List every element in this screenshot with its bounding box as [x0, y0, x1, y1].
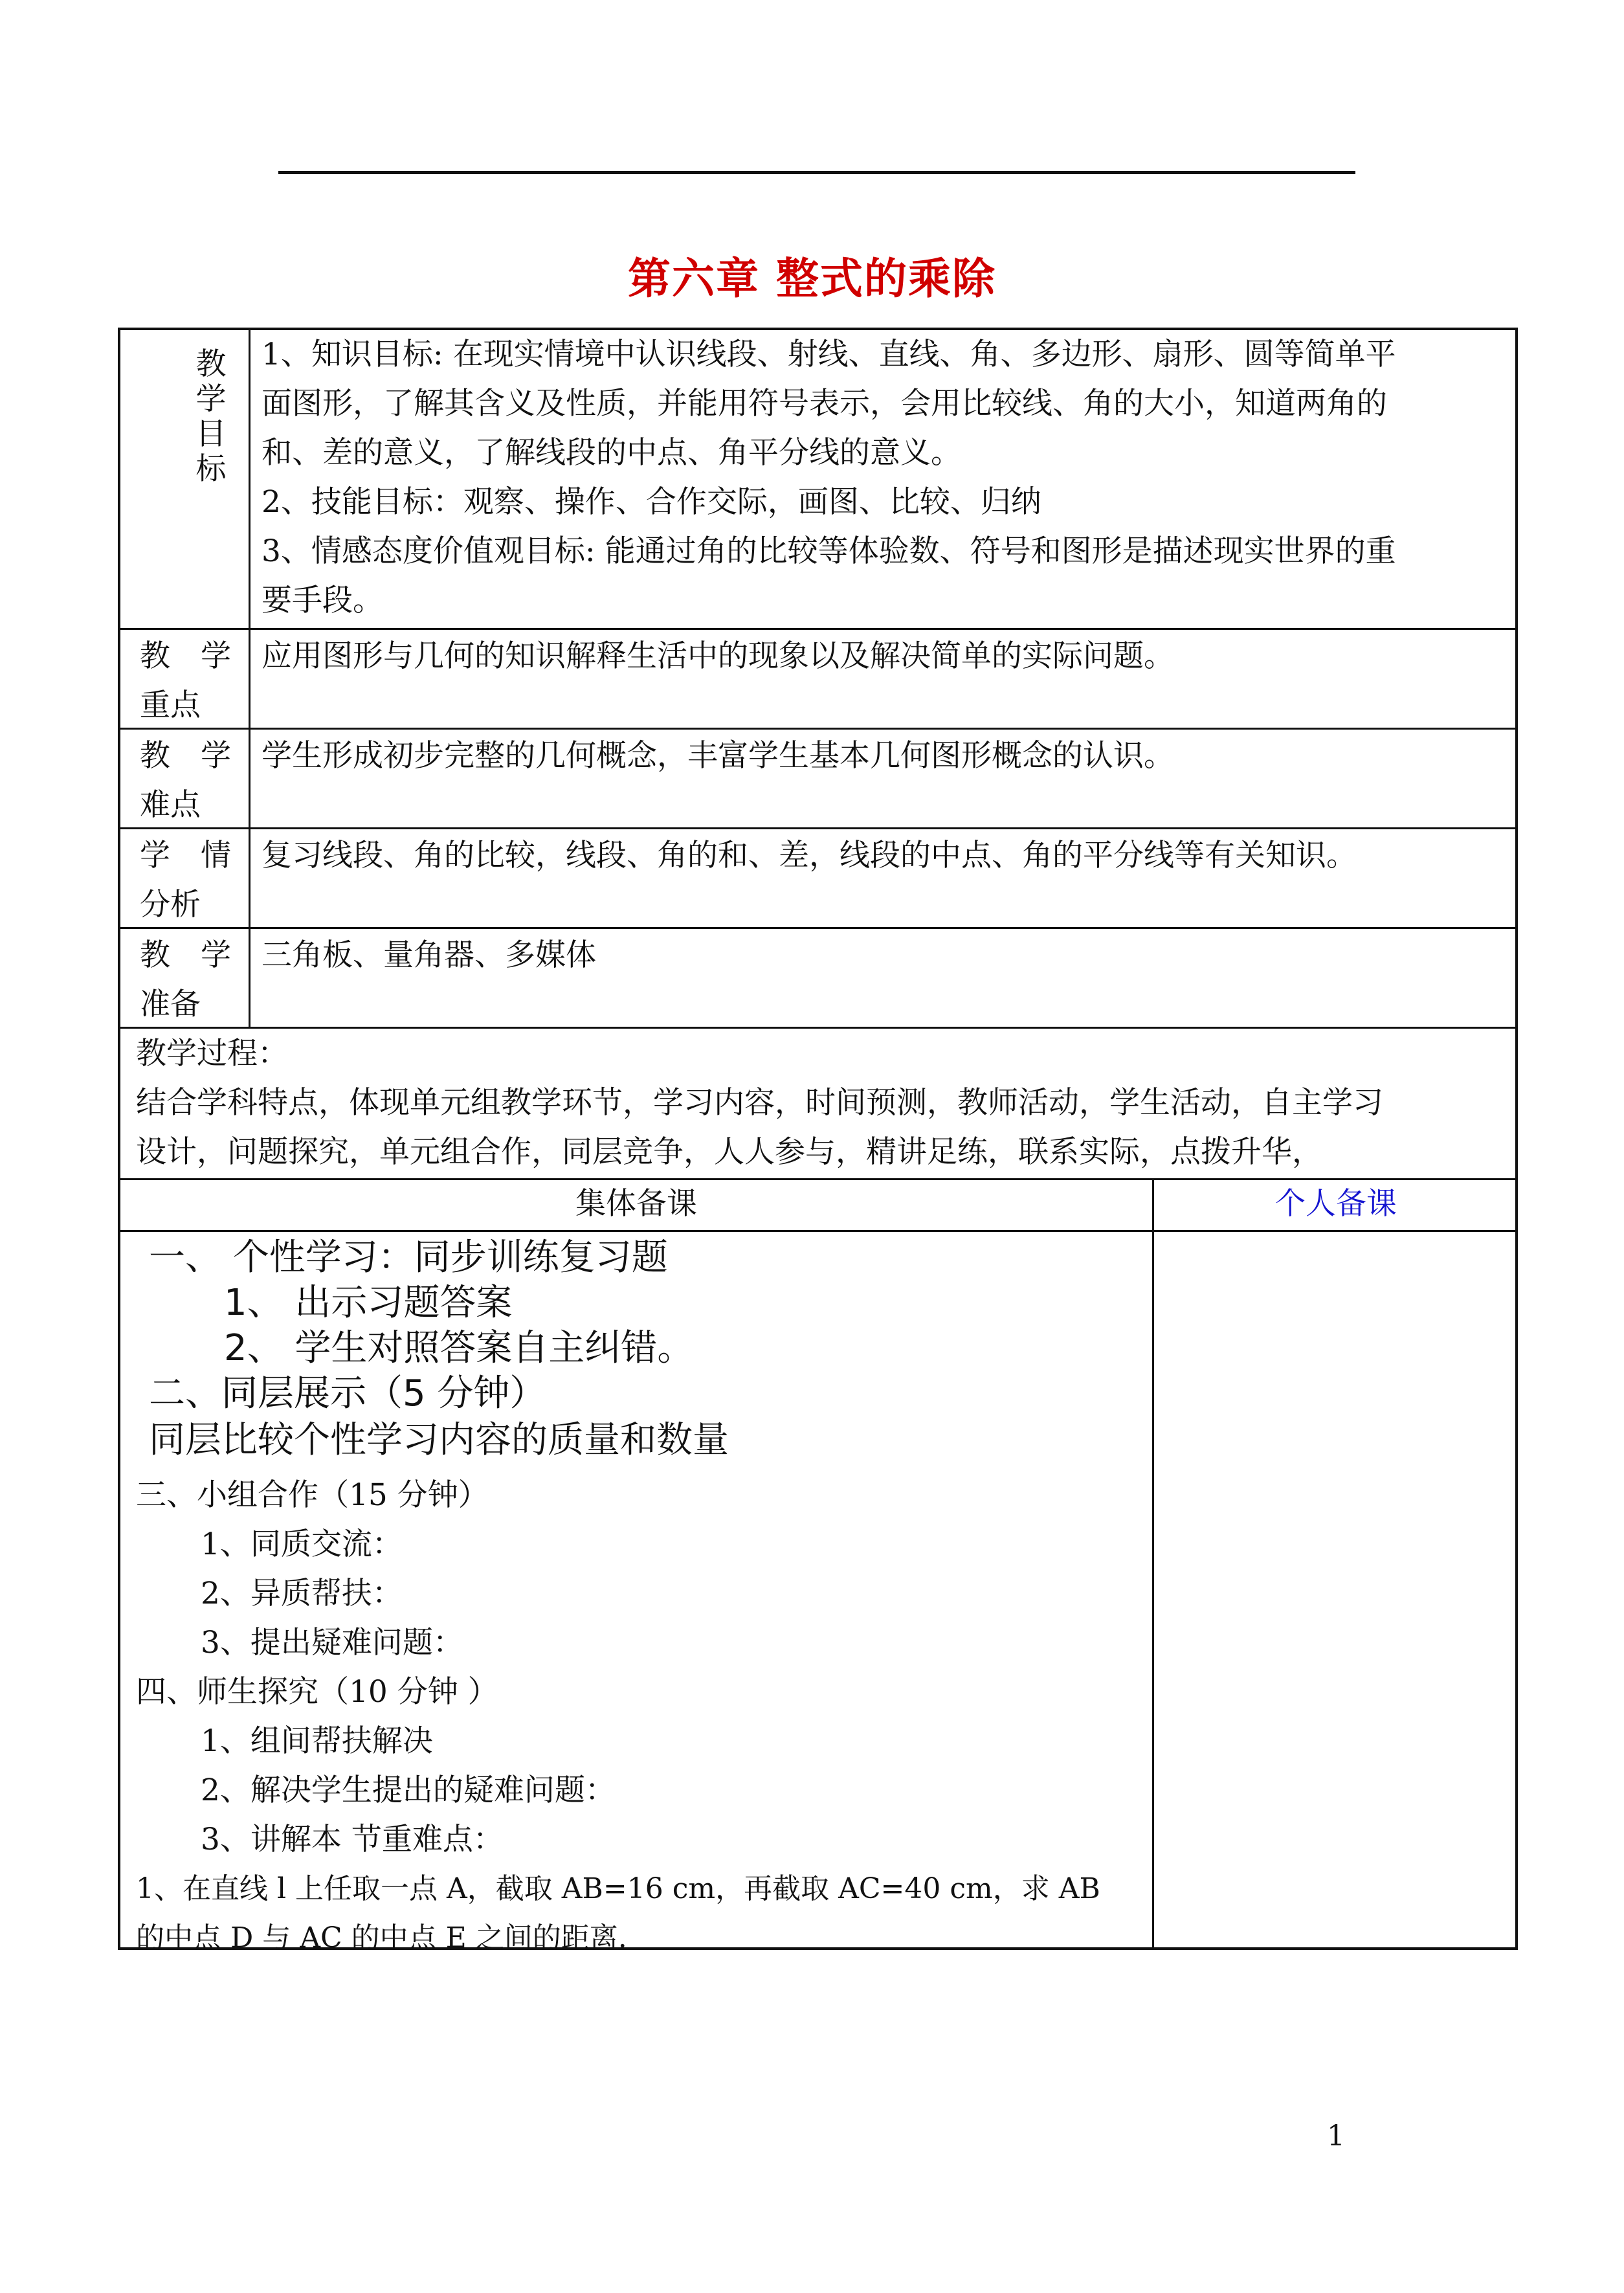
personal-column-divider [1152, 1178, 1154, 1950]
row-divider [120, 628, 1515, 630]
row-divider [120, 728, 1515, 730]
group-prep-header: 集体备课 [575, 1186, 697, 1222]
step-line: 2、异质帮扶： [201, 1576, 403, 1611]
row-divider [120, 1027, 1515, 1029]
process-heading: 教学过程： [136, 1036, 288, 1071]
step-line: 3、提出疑难问题： [201, 1625, 463, 1661]
analysis-content: 复习线段、角的比较，线段、角的和、差，线段的中点、角的平分线等有关知识。 [261, 838, 1357, 873]
objectives-line: 3、情感态度价值观目标: 能通过角的比较等体验数、符号和图形是描述现实世界的重 [261, 533, 1396, 569]
objectives-line: 和、差的意义，了解线段的中点、角平分线的意义。 [261, 435, 961, 471]
problem-line: 的中点 D 与 AC 的中点 E 之间的距离. [136, 1921, 627, 1954]
objectives-label: 教 学 目 标 [195, 346, 227, 487]
process-line: 设计，问题探究，单元组合作，同层竞争，人人参与，精讲足练，联系实际，点拨升华， [136, 1134, 1322, 1170]
step-line: 1、 出示习题答案 [224, 1282, 513, 1324]
personal-prep-header: 个人备课 [1275, 1186, 1397, 1222]
page-number: 1 [1327, 2120, 1345, 2153]
step-line: 三、小组合作（15 分钟） [136, 1477, 489, 1513]
lesson-plan-table [118, 328, 1518, 1954]
process-line: 结合学科特点，体现单元组教学环节，学习内容，时间预测，教师活动，学生活动，自主学习 [136, 1085, 1383, 1121]
objectives-line: 要手段。 [261, 583, 383, 618]
row-divider [120, 1230, 1515, 1232]
step-line: 一、 个性学习：同步训练复习题 [149, 1236, 668, 1279]
header-rule [278, 171, 1355, 174]
label-column-divider [249, 330, 250, 1027]
step-line: 四、师生探究（10 分钟 ） [136, 1674, 498, 1710]
analysis-label: 分析 [140, 887, 201, 923]
key-points-content: 应用图形与几何的知识解释生活中的现象以及解决简单的实际问题。 [261, 638, 1174, 674]
key-points-label: 教 学 [140, 638, 231, 674]
objectives-line: 2、技能目标：观察、操作、合作交际，画图、比较、归纳 [261, 484, 1041, 520]
preparation-content: 三角板、量角器、多媒体 [261, 937, 596, 973]
analysis-label: 学 情 [140, 838, 231, 873]
step-line: 1、组间帮扶解决 [201, 1723, 433, 1759]
row-divider [120, 827, 1515, 829]
step-line: 二、同层展示（5 分钟） [149, 1372, 546, 1415]
difficulties-label: 教 学 [140, 738, 231, 774]
step-line: 3、讲解本 节重难点： [201, 1822, 504, 1857]
step-line: 2、 学生对照答案自主纠错。 [224, 1327, 694, 1369]
row-divider [120, 927, 1515, 929]
difficulties-label: 难点 [140, 787, 201, 823]
key-points-label: 重点 [140, 688, 201, 723]
problem-line: 1、在直线 l 上任取一点 A，截取 AB=16 cm，再截取 AC=40 cm，求 AB [136, 1872, 1100, 1905]
preparation-label: 教 学 [140, 937, 231, 973]
step-line: 2、解决学生提出的疑难问题： [201, 1773, 616, 1808]
objectives-line: 1、知识目标: 在现实情境中认识线段、射线、直线、角、多边形、扇形、圆等简单平 [261, 337, 1396, 372]
step-line: 1、同质交流： [201, 1527, 403, 1562]
objectives-line: 面图形，了解其含义及性质，并能用符号表示，会用比较线、角的大小，知道两角的 [261, 386, 1387, 421]
step-line: 同层比较个性学习内容的质量和数量 [149, 1419, 729, 1461]
preparation-label: 准备 [140, 987, 201, 1022]
difficulties-content: 学生形成初步完整的几何概念，丰富学生基本几何图形概念的认识。 [261, 738, 1174, 774]
page-title: 第六章 整式的乘除 [628, 253, 996, 304]
